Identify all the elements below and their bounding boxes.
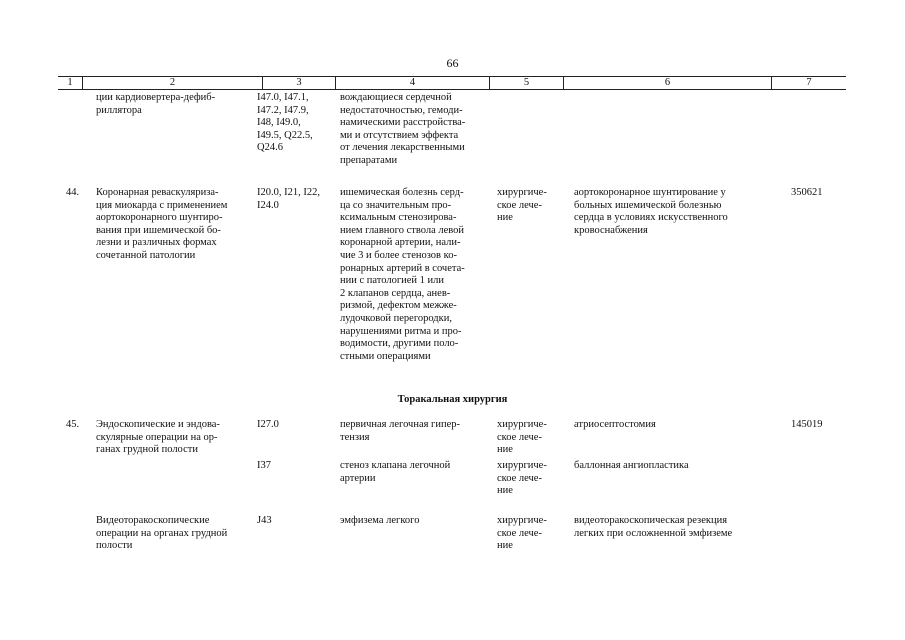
row-44-treatment: хирургиче- ское лече- ние bbox=[497, 187, 547, 224]
row-45-treatment-c: хирургиче- ское лече- ние bbox=[497, 515, 547, 552]
table-header bbox=[58, 76, 846, 90]
row-45-codes-c: J43 bbox=[257, 515, 272, 526]
row-45-treatment-a: хирургиче- ское лече- ние bbox=[497, 419, 547, 456]
row-44-method: аортокоронарное шунтирование у больных ишемической болезнью сердца в условиях искусственного кровоснабжения bbox=[574, 187, 728, 236]
row-44-cost: 350621 bbox=[791, 187, 823, 198]
header-col-1: 1 bbox=[67, 77, 73, 88]
header-col-2: 2 bbox=[82, 77, 262, 89]
row-45-cost: 145019 bbox=[791, 419, 823, 430]
row-44-name: Коронарная реваскуляриза- ция миокарда с применением аортокоронарного шунтиро- вания при ишемической бо- лезни и различных формах сочетанной патологии bbox=[96, 187, 228, 261]
header-col-6: 6 bbox=[563, 77, 771, 89]
row-45-name-c: Видеоторакоскопические операции на органах грудной полости bbox=[96, 515, 228, 552]
row-45-diagnosis-b: стеноз клапана легочной артерии bbox=[340, 460, 451, 484]
row-45-name: Эндоскопические и эндова- скулярные операции на ор- ганах грудной полости bbox=[96, 419, 220, 456]
header-col-7: 7 bbox=[771, 77, 846, 89]
row-44-number: 44. bbox=[66, 187, 80, 198]
row-45-number: 45. bbox=[66, 419, 80, 430]
page-number: 66 bbox=[446, 56, 459, 70]
cont-codes: I47.0, I47.1, I47.2, I47.9, I48, I49.0, I49.5, Q22.5, Q24.6 bbox=[257, 92, 313, 154]
section-title: Торакальная хирургия bbox=[397, 394, 508, 405]
header-col-4: 4 bbox=[335, 77, 489, 89]
row-45-method-a: атриосептостомия bbox=[574, 419, 656, 430]
row-45-codes-b: I37 bbox=[257, 460, 271, 471]
row-45-codes-a: I27.0 bbox=[257, 419, 279, 430]
cont-name: ции кардиовертера-дефиб- риллятора bbox=[96, 92, 216, 116]
row-45-treatment-b: хирургиче- ское лече- ние bbox=[497, 460, 547, 497]
header-col-3: 3 bbox=[262, 77, 335, 89]
cont-diagnosis: вождающиеся сердечной недостаточностью, гемоди- намическими расстройства- ми и отсутствием эффекта от лечения лекарственными препаратами bbox=[340, 92, 466, 166]
row-45-diagnosis-a: первичная легочная гипер- тензия bbox=[340, 419, 461, 443]
row-45-method-c: видеоторакоскопическая резекция легких при осложненной эмфиземе bbox=[574, 515, 733, 539]
row-45-method-b: баллонная ангиопластика bbox=[574, 460, 689, 471]
row-44-codes: I20.0, I21, I22, I24.0 bbox=[257, 187, 320, 211]
header-col-5: 5 bbox=[489, 77, 563, 89]
row-44-diagnosis: ишемическая болезнь серд- ца со значительным про- ксимальным стенозирова- нием главного ствола левой коронарной артерии, нали- чие 3 и более стенозов ко- ронарных артерий в сочета- нии с патологией 1 или 2 клапанов сердца, анев- ризмой, дефектом межже- лудочковой перегородки, нарушениями ритма и про- водимости, другими поло- стными операциями bbox=[340, 187, 465, 362]
row-45-diagnosis-c: эмфизема легкого bbox=[340, 515, 420, 526]
